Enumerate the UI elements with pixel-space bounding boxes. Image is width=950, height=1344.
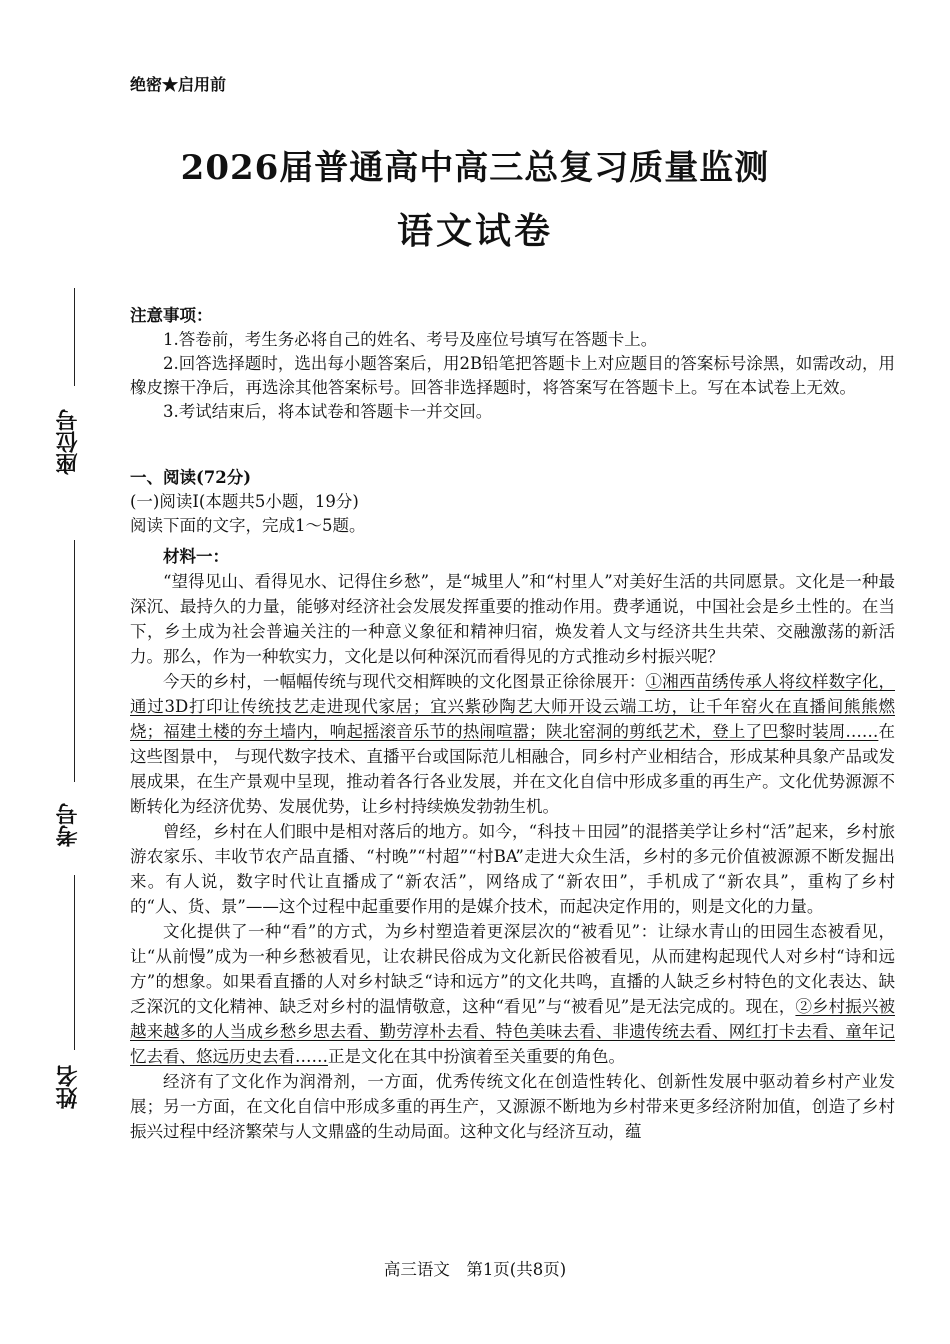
section-header [130, 466, 895, 538]
sub-heading: (一)阅读Ⅰ(本题共5小题，19分) [130, 492, 359, 511]
note-item: 3.考试结束后，将本试卷和答题卡一并交回。 [163, 402, 493, 421]
exam-title: 2026届普通高中高三总复习质量监测 [180, 148, 770, 188]
paragraph-3: 曾经，乡村在人们眼中是相对落后的地方。如今，“科技＋田园”的混搭美学让乡村“活”起来，乡村旅游农家乐、丰收节农产品直播、“村晚”“村超”“村BA”走进大众生活，乡村的多元价值被源源不断发掘出来。有人说，数字时代让直播成了“新农活”，网络成了“新农田”，手机成了“新农具”，重构了乡村的“人、货、景”——这个过程中起重要作用的是媒介技术，而起决定作用的，则是文化的力量。 [130, 822, 895, 916]
p2-rest: 在这些图景中， 与现代数字技术、直播平台或国际范儿相融合，同乡村产业相结合，形成某种具象产品或发展成果，在生产景观中呈现，推动着各行各业发展，并在文化自信中形成多重的再生产。文化优势源源不断转化为经济优势、发展优势，让乡村持续焕发勃勃生机。 [130, 722, 896, 816]
paragraph-2 [130, 669, 895, 819]
exam-subtitle: 语文试卷 [396, 210, 553, 252]
p2-lead: 今天的乡村，一幅幅传统与现代交相辉映的文化图景正徐徐展开： [163, 672, 646, 691]
paragraph-1: “望得见山、看得见水、记得住乡愁”，是“城里人”和“村里人”对美好生活的共同愿景。文化是一种最深沉、最持久的力量，能够对经济社会发展发挥重要的推动作用。费孝通说，中国社会是乡土性的。在当下，乡土成为社会普遍关注的一种意义象征和精神归宿，焕发着人文与经济共生共荣、交融激荡的新活力。那么，作为一种软实力，文化是以何种深沉而看得见的方式推动乡村振兴呢？ [130, 572, 895, 666]
seat-line [74, 288, 75, 386]
notes-heading: 注意事项： [130, 306, 213, 325]
exam-no-line [74, 540, 75, 782]
paragraph-5: 经济有了文化作为润滑剂，一方面，优秀传统文化在创造性转化、创新性发展中驱动着乡村产业发展；另一方面，在文化自信中形成多重的再生产，又源源不断地为乡村带来更多经济附加值，创造了乡村振兴过程中经济繁荣与人文鼎盛的生动局面。这种文化与经济互动，蕴 [130, 1072, 895, 1141]
p4-rest: 正是文化在其中扮演着至关重要的角色。 [328, 1047, 625, 1066]
material-label: 材料一： [163, 547, 229, 566]
p4-lead: 文化提供了一种“看”的方式，为乡村塑造着更深层次的“被看见”：让绿水青山的田园生态被看见，让“从前慢”成为一种乡愁被看见，让农耕民俗成为文化新民俗被看见，从而建构起现代人对乡村“诗和远方”的想象。如果看直播的人对乡村缺乏“诗和远方”的文化共鸣，直播的人缺乏乡村特色的文化表达、缺乏深沉的文化精神、缺乏对乡村的温情敬意，这种“看见”与“被看见”是无法完成的。现在， [130, 922, 895, 1016]
instruction: 阅读下面的文字，完成1～5题。 [130, 516, 366, 535]
passage [130, 544, 895, 1144]
part-heading: 一、阅读(72分) [130, 468, 252, 487]
underlined-sentence-2: ②乡村振兴被越来越多的人当成乡愁乡思去看、勤劳淳朴去看、特色美味去看、非遗传统去看、网红打卡去看、童年记忆去看、悠远历史去看…… [130, 997, 895, 1066]
exam-no-label: 考号 [55, 803, 81, 847]
binding-margin [52, 0, 96, 1344]
page-footer: 高三语文 第1页(共8页) [383, 1260, 567, 1279]
note-item: 2.回答选择题时，选出每小题答案后，用2B铅笔把答题卡上对应题目的答案标号涂黑，如需改动，用橡皮擦干净后，再选涂其他答案标号。回答非选择题时，将答案写在答题卡上。写在本试卷上无效。 [130, 354, 895, 397]
notes-block [130, 304, 895, 424]
underlined-sentence-1: ①湘西苗绣传承人将纹样数字化，通过3D打印让传统技艺走进现代家居；宜兴紫砂陶艺大师开设云端工坊，让千年窑火在直播间熊熊燃烧；福建土楼的夯土墙内，响起摇滚音乐节的热闹喧嚣；陕北窑洞的剪纸艺术，登上了巴黎时装周…… [130, 672, 896, 741]
confidential-label: 绝密★启用前 [130, 75, 227, 94]
name-label: 姓名 [55, 1065, 81, 1109]
seat-label: 座位号 [55, 409, 81, 475]
paragraph-4 [130, 919, 895, 1069]
note-item: 1.答卷前，考生务必将自己的姓名、考号及座位号填写在答题卡上。 [163, 330, 658, 349]
name-line [74, 875, 75, 1050]
